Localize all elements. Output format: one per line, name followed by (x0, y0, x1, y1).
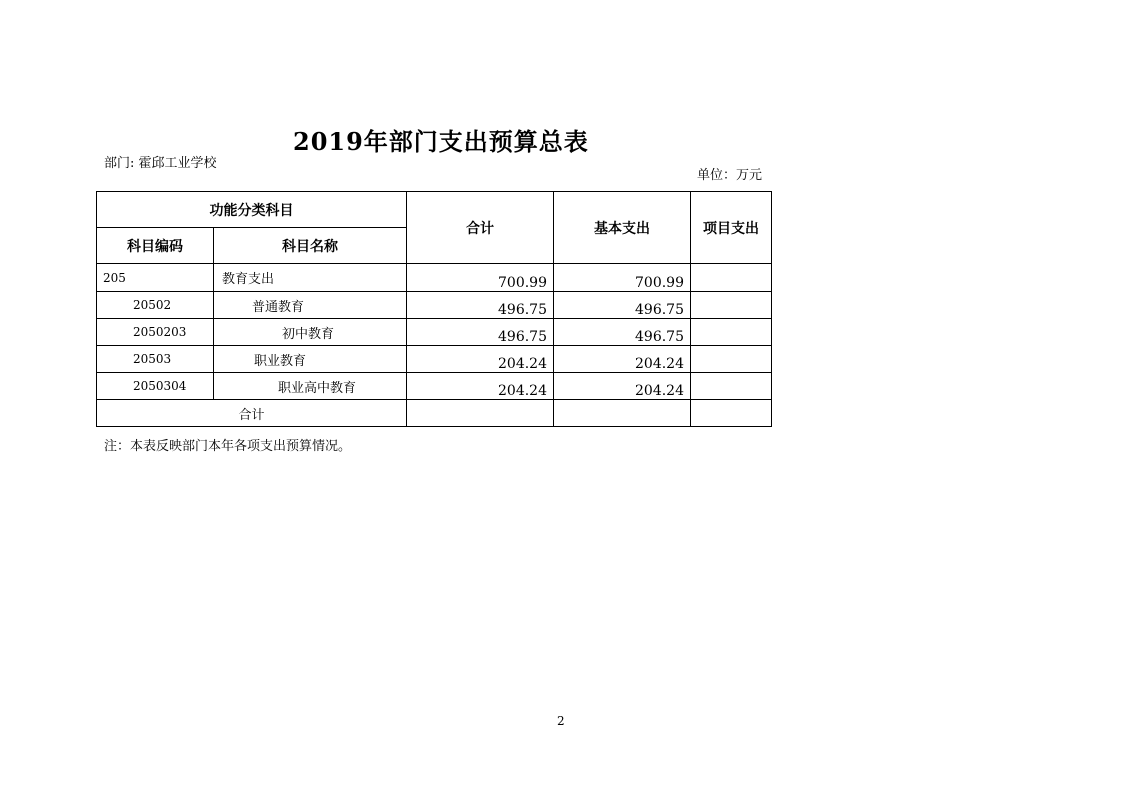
unit-label: 单位：万元 (697, 168, 763, 183)
row-project (691, 373, 772, 400)
row-basic: 204.24 (554, 346, 691, 373)
row-basic: 496.75 (554, 292, 691, 319)
row-total: 204.24 (407, 346, 554, 373)
header-total: 合计 (407, 192, 554, 264)
row-project (691, 292, 772, 319)
row-basic: 700.99 (554, 264, 691, 292)
sum-basic (554, 400, 691, 427)
row-basic: 204.24 (554, 373, 691, 400)
row-code: 20503 (97, 346, 214, 373)
row-total: 496.75 (407, 319, 554, 346)
department-label: 部门: 霍邱工业学校 (104, 156, 217, 171)
row-name: 职业高中教育 (214, 373, 407, 400)
header-basic: 基本支出 (554, 192, 691, 264)
header-name: 科目名称 (214, 228, 407, 264)
row-code: 205 (97, 264, 214, 292)
row-basic: 496.75 (554, 319, 691, 346)
table-sum-row (97, 400, 772, 427)
row-project (691, 264, 772, 292)
page-title: 2019年部门支出预算总表 (293, 127, 589, 156)
budget-table (96, 191, 772, 427)
page-number: 2 (557, 714, 565, 728)
table-row (97, 292, 772, 319)
sum-label: 合计 (97, 400, 407, 427)
table-row (97, 373, 772, 400)
row-total: 496.75 (407, 292, 554, 319)
sum-total (407, 400, 554, 427)
row-total: 204.24 (407, 373, 554, 400)
header-project: 项目支出 (691, 192, 772, 264)
table-row (97, 319, 772, 346)
row-project (691, 319, 772, 346)
sum-project (691, 400, 772, 427)
row-name: 普通教育 (214, 292, 407, 319)
table-row (97, 346, 772, 373)
header-code: 科目编码 (97, 228, 214, 264)
row-code: 2050304 (97, 373, 214, 400)
row-code: 20502 (97, 292, 214, 319)
table-row (97, 264, 772, 292)
footnote: 注：本表反映部门本年各项支出预算情况。 (104, 439, 352, 454)
row-name: 职业教育 (214, 346, 407, 373)
row-name: 初中教育 (214, 319, 407, 346)
row-name: 教育支出 (214, 264, 407, 292)
row-project (691, 346, 772, 373)
row-total: 700.99 (407, 264, 554, 292)
header-func-class: 功能分类科目 (97, 192, 407, 228)
row-code: 2050203 (97, 319, 214, 346)
